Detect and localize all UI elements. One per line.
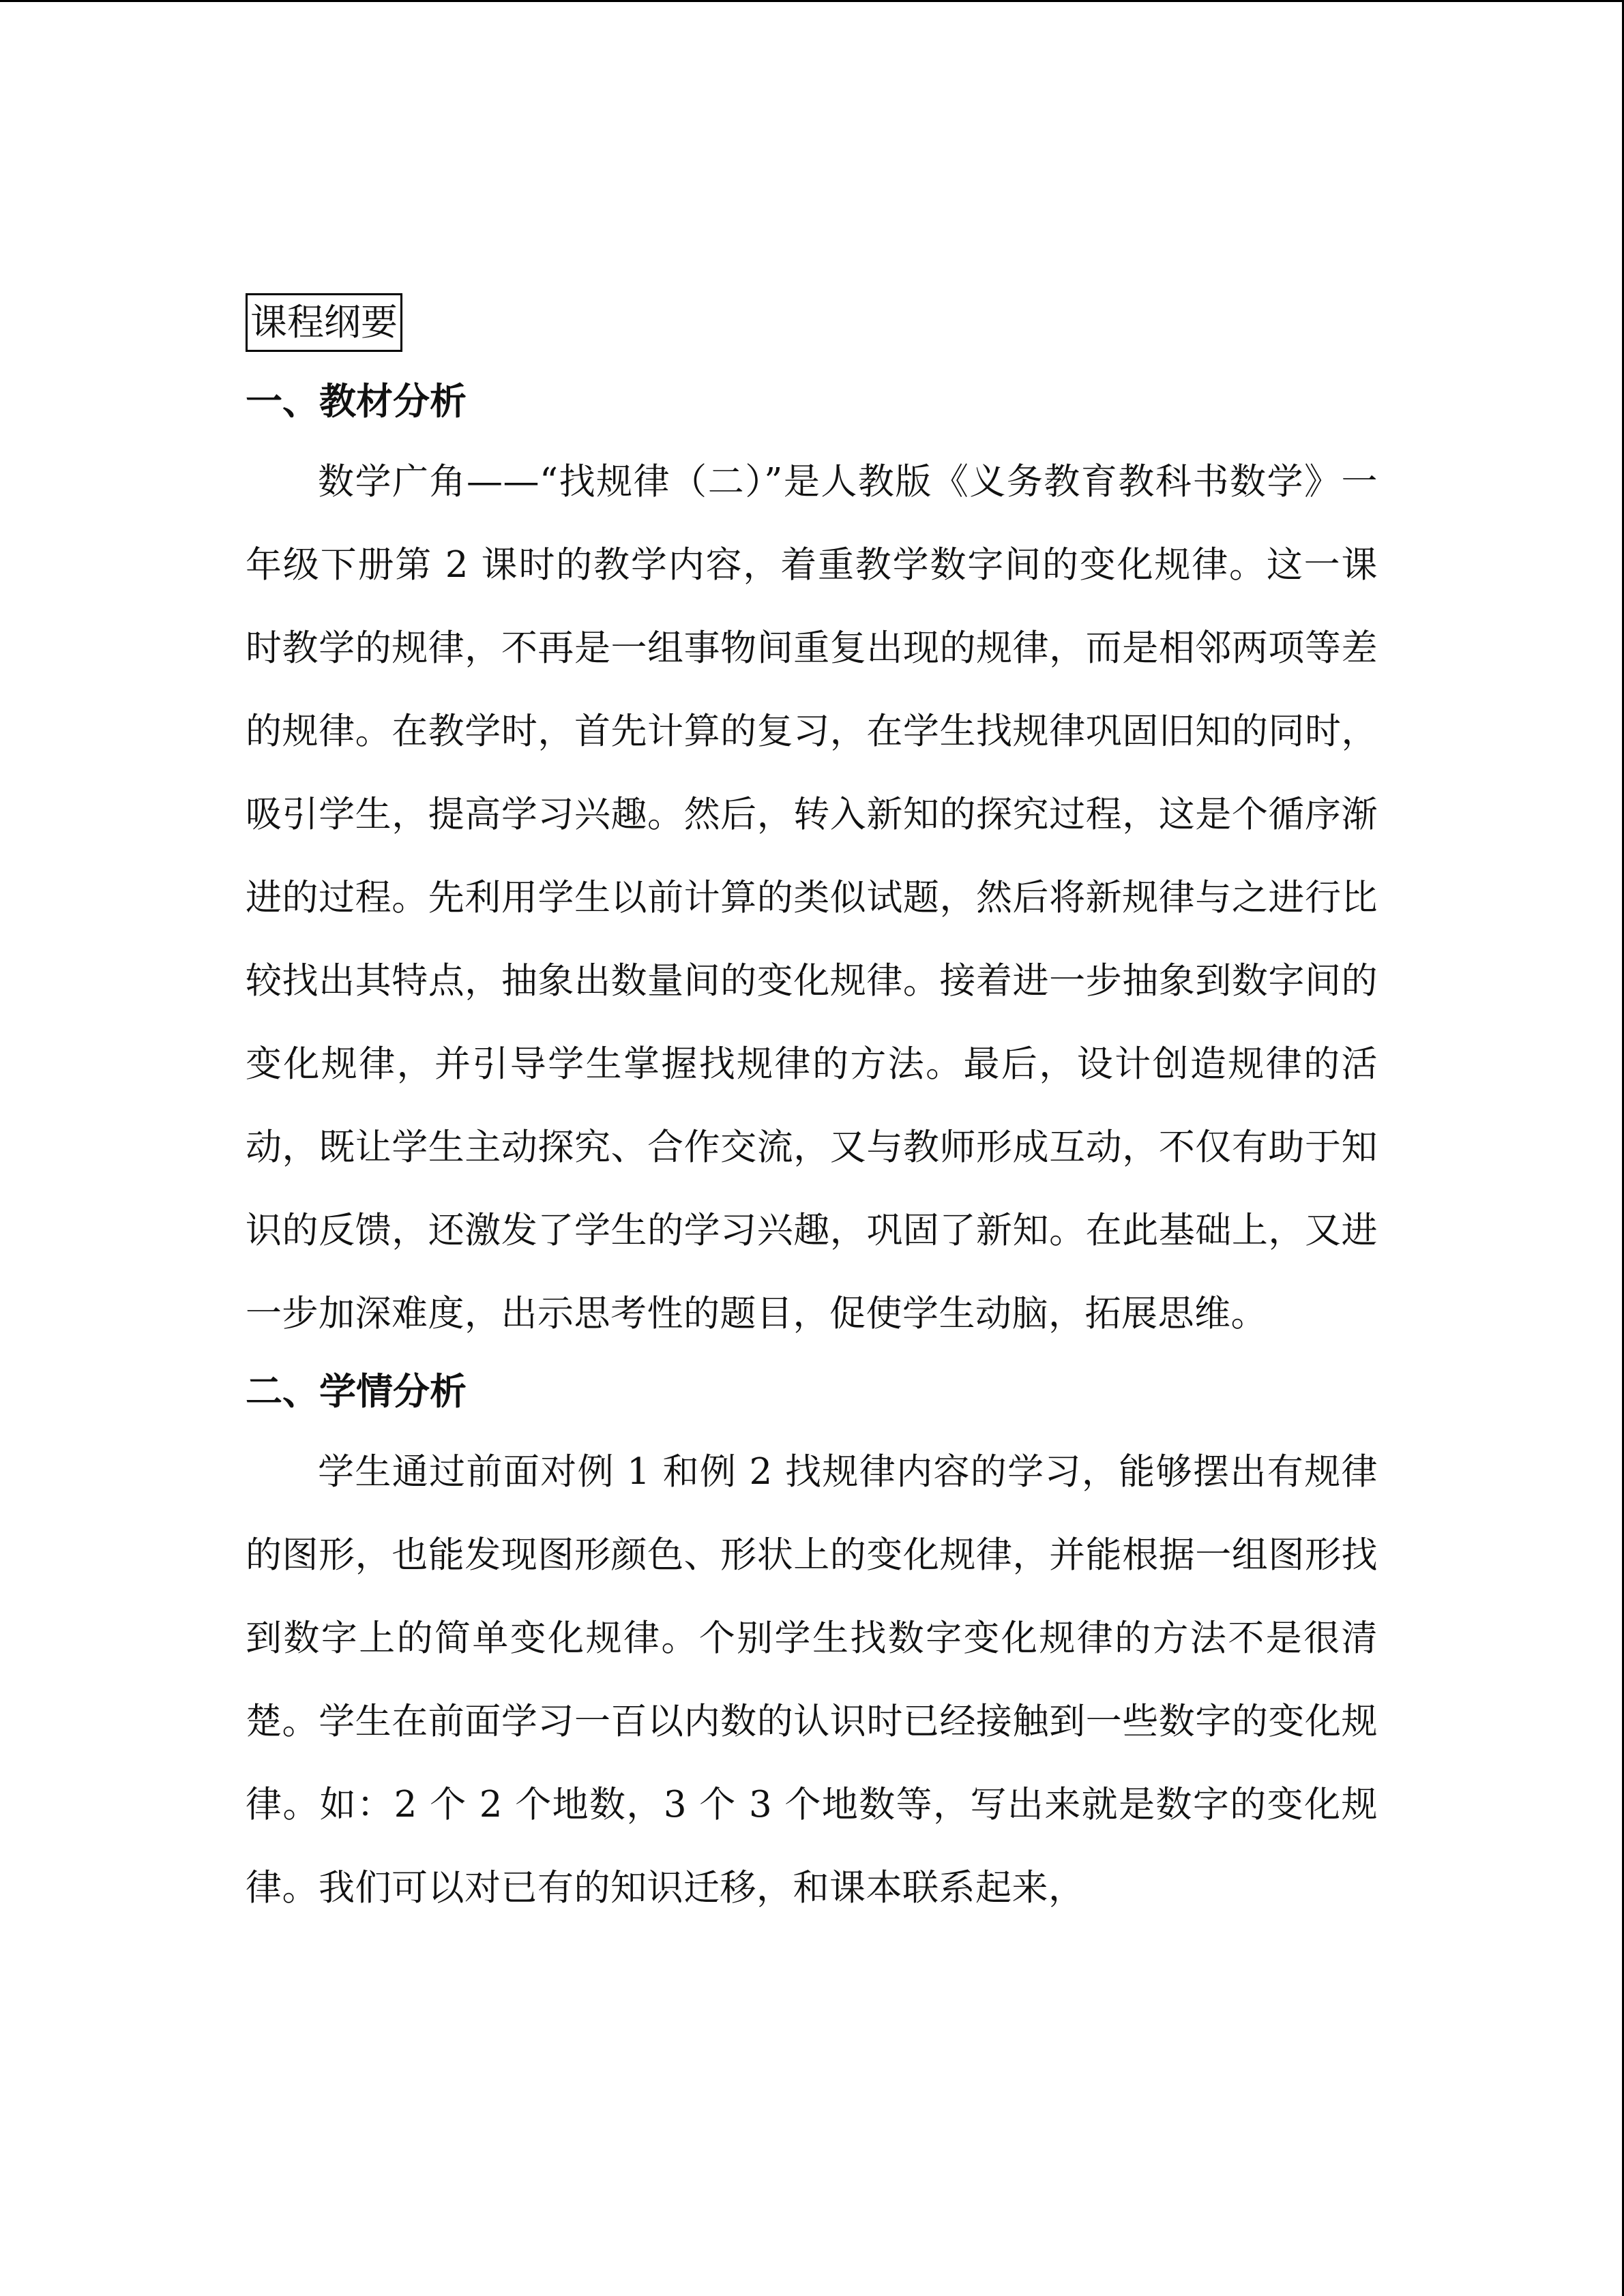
document-title: 课程纲要 [246,293,402,352]
page-top-border [0,0,1624,2]
section-heading-textbook-analysis: 一、教材分析 [246,379,467,423]
section-heading-student-analysis: 二、学情分析 [246,1369,467,1413]
document-body [246,293,1378,1939]
paragraph-student-analysis: 学生通过前面对例 1 和例 2 找规律内容的学习，能够摆出有规律的图形，也能发现图形颜色、形状上的变化规律，并能根据一组图形找到数字上的简单变化规律。个别学生找数字变化规律的方法不是很清楚。学生在前面学习一百以内数的认识时已经接触到一些数字的变化规律。如：2 个 2 个地数，3 个 3 个地数等，写出来就是数字的变化规律。我们可以对已有的知识迁移，和课本联系起来， [246,1451,1378,1909]
paragraph-textbook-analysis: 数学广角——“找规律（二）”是人教版《义务教育教科书数学》一年级下册第 2 课时的教学内容，着重教学数字间的变化规律。这一课时教学的规律，不再是一组事物间重复出现的规律，而是相邻两项等差的规律。在教学时，首先计算的复习，在学生找规律巩固旧知的同时，吸引学生，提高学习兴趣。然后，转入新知的探究过程，这是个循序渐进的过程。先利用学生以前计算的类似试题，然后将新规律与之进行比较找出其特点，抽象出数量间的变化规律。接着进一步抽象到数字间的变化规律，并引导学生掌握找规律的方法。最后，设计创造规律的活动，既让学生主动探究、合作交流，又与教师形成互动，不仅有助于知识的反馈，还激发了学生的学习兴趣，巩固了新知。在此基础上，又进一步加深难度，出示思考性的题目，促使学生动脑，拓展思维。 [246,461,1378,1335]
